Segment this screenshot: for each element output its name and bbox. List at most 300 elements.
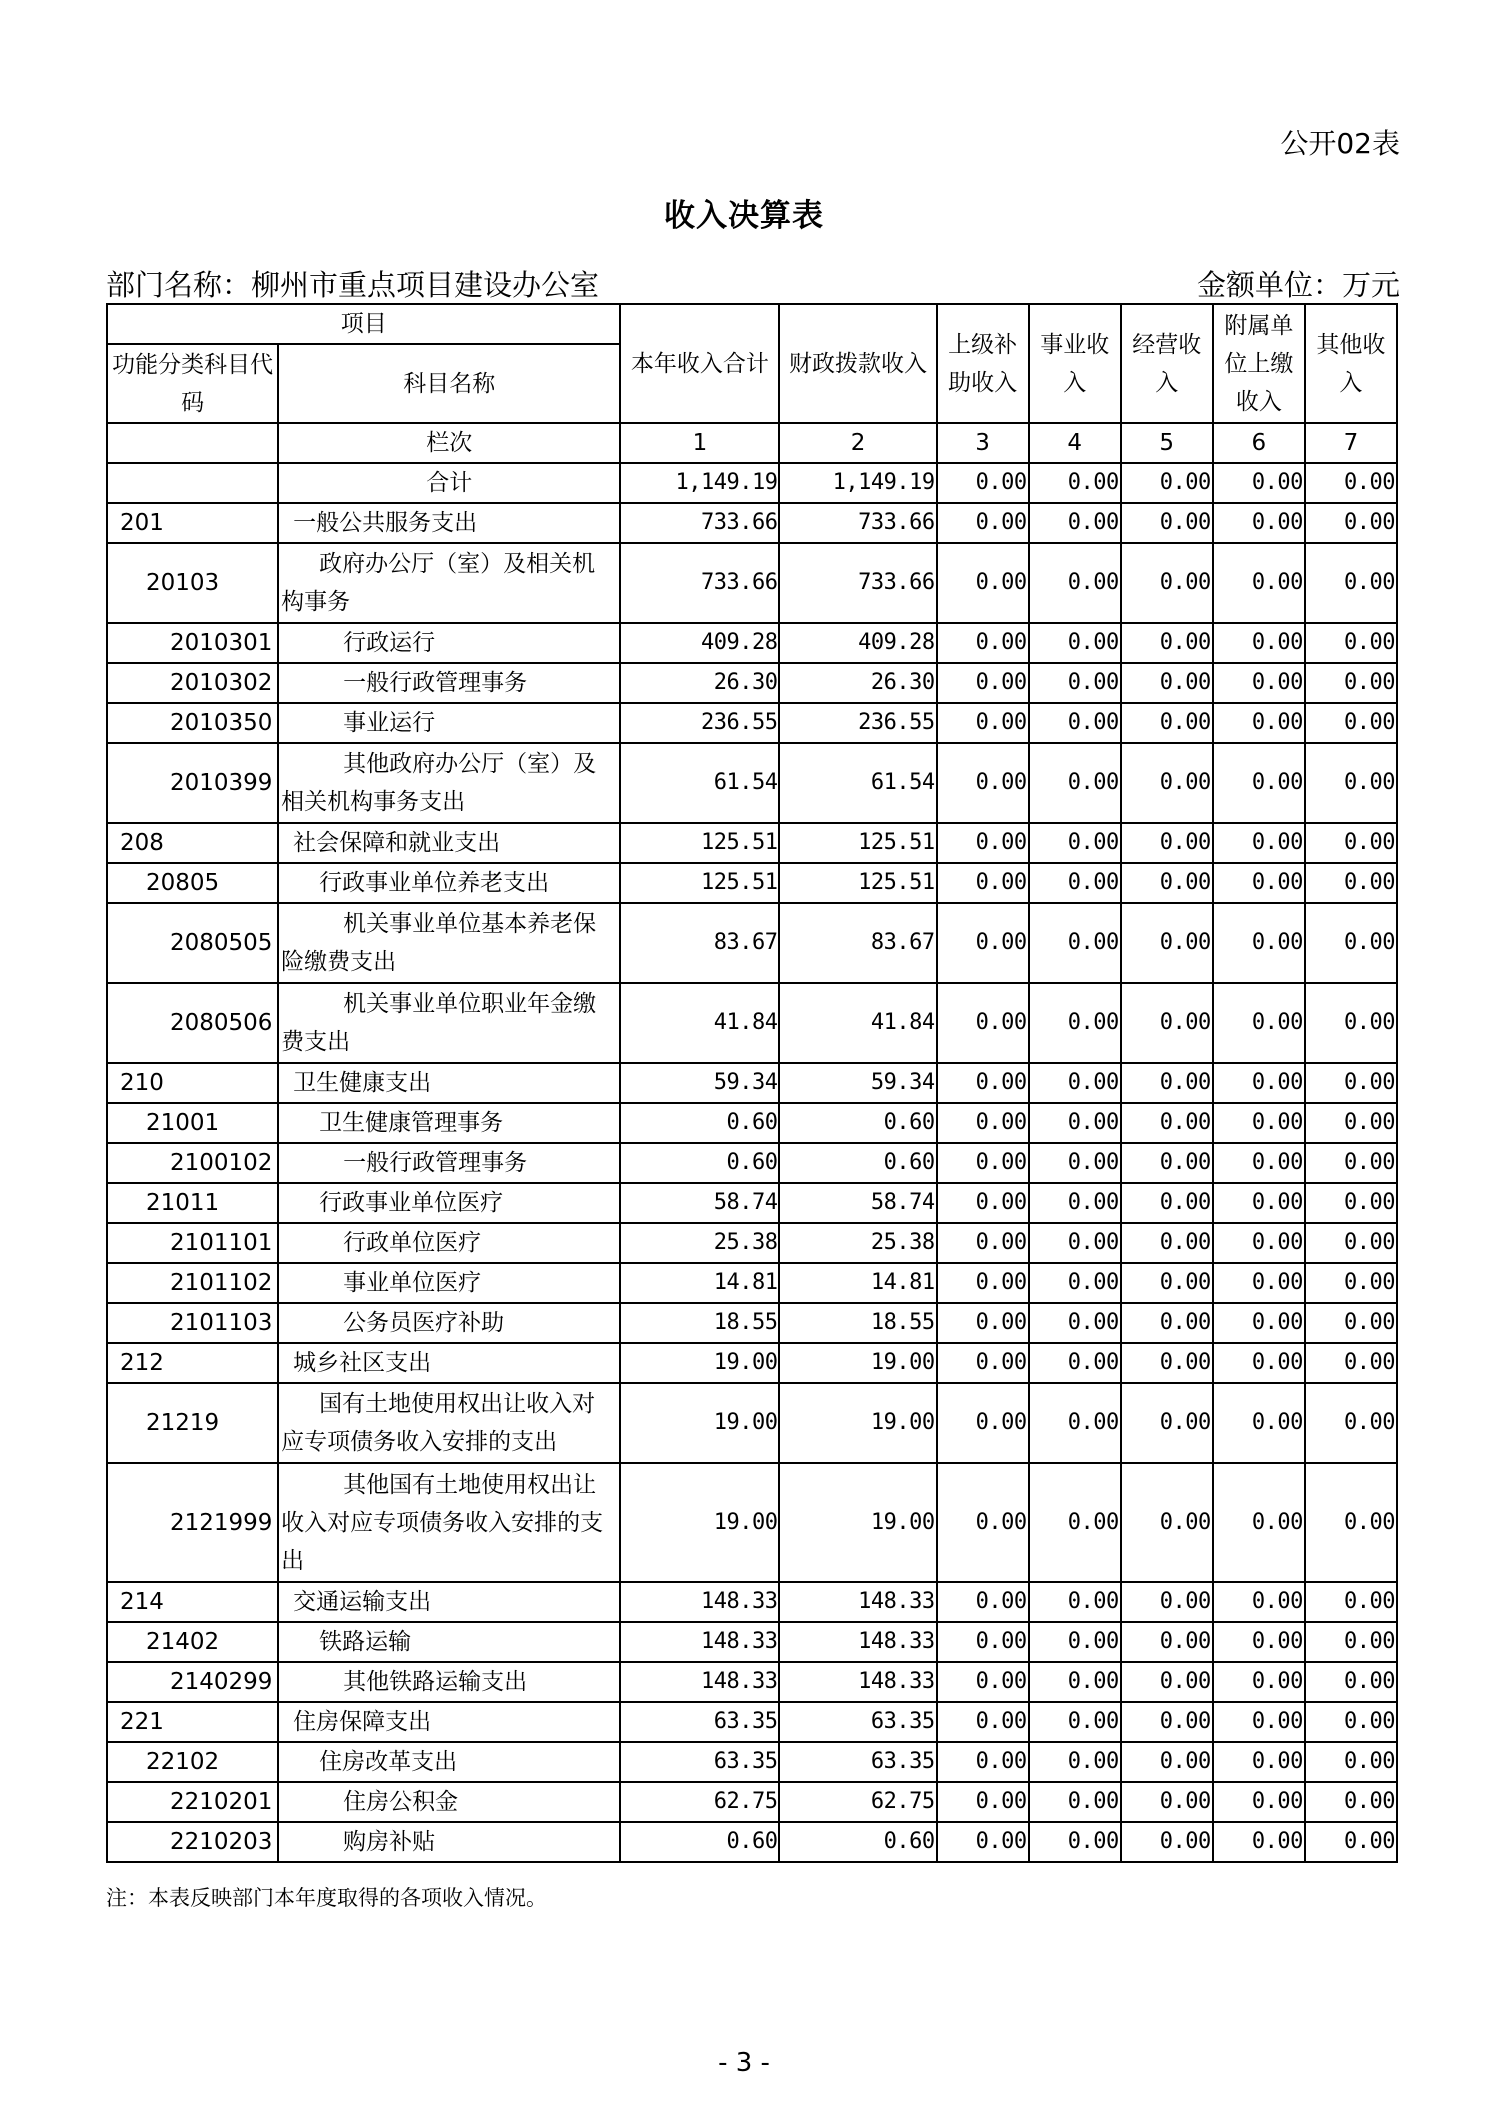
subject-name: 购房补贴 <box>278 1822 620 1862</box>
amount-cell: 0.00 <box>1121 1822 1213 1862</box>
amount-cell: 0.00 <box>1213 1143 1305 1183</box>
amount-cell: 0.00 <box>1213 1343 1305 1383</box>
department-name: 部门名称：柳州市重点项目建设办公室 <box>106 268 600 302</box>
amount-cell: 0.00 <box>1029 663 1121 703</box>
amount-cell: 63.35 <box>620 1702 779 1742</box>
amount-cell: 0.00 <box>937 1822 1029 1862</box>
col-number: 3 <box>937 423 1029 463</box>
subject-name: 行政运行 <box>278 623 620 663</box>
amount-cell: 0.00 <box>1121 623 1213 663</box>
subject-code: 2140299 <box>107 1662 278 1702</box>
table-row <box>107 903 1397 983</box>
header-col-fiscal: 财政拨款收入 <box>779 304 936 423</box>
amount-cell: 0.00 <box>1029 503 1121 543</box>
amount-cell: 0.00 <box>937 503 1029 543</box>
income-table <box>106 303 1398 1863</box>
amount-cell: 148.33 <box>779 1582 936 1622</box>
subject-code: 2210203 <box>107 1822 278 1862</box>
col-number: 4 <box>1029 423 1121 463</box>
col-number: 2 <box>779 423 936 463</box>
amount-cell: 0.00 <box>1029 1183 1121 1223</box>
amount-cell: 0.00 <box>1029 1143 1121 1183</box>
amount-cell: 0.00 <box>1305 1343 1397 1383</box>
table-row <box>107 983 1397 1063</box>
amount-cell: 0.00 <box>1121 1183 1213 1223</box>
subject-name: 住房改革支出 <box>278 1742 620 1782</box>
amount-cell: 0.00 <box>1121 1223 1213 1263</box>
amount-cell: 0.00 <box>937 663 1029 703</box>
amount-cell: 0.00 <box>1213 543 1305 623</box>
amount-cell: 0.00 <box>1121 1063 1213 1103</box>
amount-cell: 0.00 <box>937 1463 1029 1582</box>
amount-cell: 0.00 <box>1029 1662 1121 1702</box>
amount-cell: 0.00 <box>937 1183 1029 1223</box>
header-name: 科目名称 <box>278 344 620 423</box>
amount-cell: 0.60 <box>779 1143 936 1183</box>
amount-cell: 0.00 <box>937 1742 1029 1782</box>
amount-cell: 0.00 <box>1213 743 1305 823</box>
amount-cell: 25.38 <box>779 1223 936 1263</box>
subject-name: 其他国有土地使用权出让收入对应专项债务收入安排的支出 <box>278 1463 620 1582</box>
amount-cell: 733.66 <box>620 503 779 543</box>
amount-cell: 0.60 <box>620 1103 779 1143</box>
table-row <box>107 1223 1397 1263</box>
amount-cell: 0.00 <box>937 983 1029 1063</box>
amount-cell: 0.00 <box>937 623 1029 663</box>
amount-cell: 0.00 <box>937 1103 1029 1143</box>
amount-cell: 0.00 <box>1213 1782 1305 1822</box>
amount-cell: 148.33 <box>620 1622 779 1662</box>
table-row <box>107 863 1397 903</box>
subject-code: 2101101 <box>107 1223 278 1263</box>
table-row <box>107 823 1397 863</box>
amount-cell: 0.00 <box>937 743 1029 823</box>
amount-cell: 18.55 <box>779 1303 936 1343</box>
subject-name: 其他铁路运输支出 <box>278 1662 620 1702</box>
table-row <box>107 1263 1397 1303</box>
header-col-business: 事业收入 <box>1029 304 1121 423</box>
table-row <box>107 703 1397 743</box>
amount-cell: 0.00 <box>1305 1143 1397 1183</box>
col-number: 6 <box>1213 423 1305 463</box>
subject-name: 行政单位医疗 <box>278 1223 620 1263</box>
amount-cell: 63.35 <box>779 1742 936 1782</box>
subject-name: 行政事业单位医疗 <box>278 1183 620 1223</box>
page-number: - 3 - <box>718 2048 770 2078</box>
amount-cell: 62.75 <box>620 1782 779 1822</box>
amount-cell: 0.00 <box>1213 503 1305 543</box>
subject-code: 22102 <box>107 1742 278 1782</box>
amount-cell: 0.00 <box>1213 1223 1305 1263</box>
amount-cell: 409.28 <box>620 623 779 663</box>
amount-cell: 733.66 <box>779 543 936 623</box>
subject-name: 铁路运输 <box>278 1622 620 1662</box>
subject-name: 卫生健康支出 <box>278 1063 620 1103</box>
amount-cell: 0.00 <box>937 823 1029 863</box>
amount-cell: 733.66 <box>779 503 936 543</box>
amount-cell: 0.00 <box>1121 663 1213 703</box>
amount-cell: 26.30 <box>779 663 936 703</box>
row-label: 栏次 <box>278 423 620 463</box>
amount-cell: 125.51 <box>620 863 779 903</box>
amount-cell: 0.00 <box>1305 823 1397 863</box>
total-value: 0.00 <box>1213 463 1305 503</box>
amount-cell: 0.00 <box>1029 1822 1121 1862</box>
amount-cell: 409.28 <box>779 623 936 663</box>
amount-cell: 63.35 <box>620 1742 779 1782</box>
amount-cell: 0.00 <box>1029 623 1121 663</box>
table-row <box>107 1063 1397 1103</box>
table-row <box>107 1183 1397 1223</box>
amount-cell: 59.34 <box>779 1063 936 1103</box>
amount-cell: 0.00 <box>1213 1662 1305 1702</box>
header-col-other: 其他收入 <box>1305 304 1397 423</box>
subject-code: 208 <box>107 823 278 863</box>
amount-cell: 0.00 <box>1305 1782 1397 1822</box>
col-number: 7 <box>1305 423 1397 463</box>
amount-cell: 0.00 <box>1305 903 1397 983</box>
amount-cell: 83.67 <box>779 903 936 983</box>
amount-cell: 0.00 <box>1305 703 1397 743</box>
subject-code: 21402 <box>107 1622 278 1662</box>
amount-cell: 0.00 <box>1305 1622 1397 1662</box>
amount-cell: 0.00 <box>1305 863 1397 903</box>
amount-cell: 0.00 <box>937 903 1029 983</box>
amount-cell: 0.00 <box>1121 543 1213 623</box>
subject-name: 事业单位医疗 <box>278 1263 620 1303</box>
amount-cell: 0.00 <box>1305 503 1397 543</box>
amount-cell: 0.00 <box>1029 1103 1121 1143</box>
amount-cell: 0.00 <box>1121 823 1213 863</box>
table-row <box>107 663 1397 703</box>
amount-cell: 0.00 <box>1305 623 1397 663</box>
total-value: 1,149.19 <box>779 463 936 503</box>
amount-cell: 0.00 <box>1121 1143 1213 1183</box>
header-code: 功能分类科目代码 <box>107 344 278 423</box>
amount-cell: 0.00 <box>1213 1463 1305 1582</box>
amount-cell: 0.00 <box>1213 1622 1305 1662</box>
amount-cell: 0.00 <box>1305 1303 1397 1343</box>
amount-cell: 0.00 <box>937 1782 1029 1822</box>
total-value: 1,149.19 <box>620 463 779 503</box>
subject-code: 20103 <box>107 543 278 623</box>
subject-code: 20805 <box>107 863 278 903</box>
subject-code: 2010301 <box>107 623 278 663</box>
table-row <box>107 1463 1397 1582</box>
subject-name: 交通运输支出 <box>278 1582 620 1622</box>
amount-cell: 148.33 <box>620 1662 779 1702</box>
amount-cell: 19.00 <box>779 1463 936 1582</box>
table-row <box>107 1622 1397 1662</box>
amount-cell: 19.00 <box>620 1343 779 1383</box>
amount-cell: 0.00 <box>1029 1742 1121 1782</box>
amount-cell: 0.00 <box>937 1622 1029 1662</box>
subject-code: 21219 <box>107 1383 278 1463</box>
amount-cell: 0.00 <box>1121 1742 1213 1782</box>
column-number-row <box>107 423 1397 463</box>
amount-cell: 0.00 <box>937 1383 1029 1463</box>
amount-cell: 0.00 <box>937 1223 1029 1263</box>
amount-cell: 0.00 <box>937 1343 1029 1383</box>
col-number: 5 <box>1121 423 1213 463</box>
amount-cell: 0.00 <box>1121 903 1213 983</box>
amount-cell: 0.00 <box>1213 1822 1305 1862</box>
table-row <box>107 1303 1397 1343</box>
amount-cell: 0.00 <box>1121 1103 1213 1143</box>
subject-code: 221 <box>107 1702 278 1742</box>
subject-code: 2121999 <box>107 1463 278 1582</box>
subject-name: 社会保障和就业支出 <box>278 823 620 863</box>
subject-code: 2100102 <box>107 1143 278 1183</box>
subject-code: 2210201 <box>107 1782 278 1822</box>
subject-name: 住房保障支出 <box>278 1702 620 1742</box>
amount-cell: 19.00 <box>620 1463 779 1582</box>
subject-code: 2101103 <box>107 1303 278 1343</box>
subject-code: 2080506 <box>107 983 278 1063</box>
amount-cell: 0.00 <box>1213 903 1305 983</box>
amount-cell: 148.33 <box>779 1662 936 1702</box>
amount-cell: 0.00 <box>1305 1662 1397 1702</box>
amount-cell: 19.00 <box>779 1343 936 1383</box>
table-row <box>107 503 1397 543</box>
subject-name: 公务员医疗补助 <box>278 1303 620 1343</box>
amount-cell: 0.00 <box>1213 823 1305 863</box>
table-row <box>107 623 1397 663</box>
subject-name: 一般公共服务支出 <box>278 503 620 543</box>
amount-cell: 0.00 <box>1213 1063 1305 1103</box>
header-item: 项目 <box>107 304 620 344</box>
subject-name: 事业运行 <box>278 703 620 743</box>
amount-cell: 19.00 <box>779 1383 936 1463</box>
amount-cell: 0.00 <box>1213 983 1305 1063</box>
amount-cell: 0.00 <box>937 863 1029 903</box>
amount-cell: 0.00 <box>1305 1463 1397 1582</box>
amount-cell: 0.00 <box>1305 983 1397 1063</box>
total-row <box>107 463 1397 503</box>
amount-cell: 0.00 <box>937 543 1029 623</box>
amount-cell: 0.00 <box>1121 1702 1213 1742</box>
table-row <box>107 1582 1397 1622</box>
table-row <box>107 1742 1397 1782</box>
amount-cell: 125.51 <box>779 823 936 863</box>
total-value: 0.00 <box>1305 463 1397 503</box>
amount-cell: 0.00 <box>1029 1303 1121 1343</box>
amount-cell: 733.66 <box>620 543 779 623</box>
amount-cell: 0.00 <box>937 1662 1029 1702</box>
total-value: 0.00 <box>1121 463 1213 503</box>
table-row <box>107 1343 1397 1383</box>
subject-name: 行政事业单位养老支出 <box>278 863 620 903</box>
amount-cell: 0.00 <box>1029 863 1121 903</box>
amount-cell: 0.00 <box>1305 1103 1397 1143</box>
amount-cell: 0.00 <box>1213 1263 1305 1303</box>
amount-cell: 0.00 <box>1305 1702 1397 1742</box>
amount-cell: 26.30 <box>620 663 779 703</box>
amount-cell: 0.00 <box>937 703 1029 743</box>
total-value: 0.00 <box>1029 463 1121 503</box>
amount-cell: 0.00 <box>1029 1782 1121 1822</box>
amount-cell: 236.55 <box>620 703 779 743</box>
subject-name: 国有土地使用权出让收入对应专项债务收入安排的支出 <box>278 1383 620 1463</box>
amount-cell: 83.67 <box>620 903 779 983</box>
table-row <box>107 1662 1397 1702</box>
amount-cell: 0.00 <box>1029 983 1121 1063</box>
amount-cell: 0.00 <box>1121 983 1213 1063</box>
amount-cell: 0.00 <box>1121 1782 1213 1822</box>
table-row <box>107 1782 1397 1822</box>
amount-cell: 0.00 <box>1213 623 1305 663</box>
amount-cell: 62.75 <box>779 1782 936 1822</box>
amount-cell: 14.81 <box>779 1263 936 1303</box>
amount-cell: 125.51 <box>620 823 779 863</box>
amount-cell: 0.00 <box>1213 1183 1305 1223</box>
subject-name: 政府办公厅（室）及相关机构事务 <box>278 543 620 623</box>
amount-cell: 0.00 <box>1121 703 1213 743</box>
header-row-1 <box>107 304 1397 344</box>
amount-cell: 0.00 <box>1213 1103 1305 1143</box>
amount-cell: 0.00 <box>1029 903 1121 983</box>
amount-cell: 0.00 <box>937 1143 1029 1183</box>
subject-name: 卫生健康管理事务 <box>278 1103 620 1143</box>
table-row <box>107 1143 1397 1183</box>
subject-code: 21001 <box>107 1103 278 1143</box>
amount-cell: 0.00 <box>1029 1702 1121 1742</box>
table-row <box>107 1702 1397 1742</box>
amount-cell: 0.00 <box>1121 1582 1213 1622</box>
amount-cell: 0.00 <box>1029 1582 1121 1622</box>
amount-cell: 0.00 <box>1213 1582 1305 1622</box>
subject-code: 2010399 <box>107 743 278 823</box>
amount-cell: 0.00 <box>937 1702 1029 1742</box>
amount-cell: 0.00 <box>1305 1582 1397 1622</box>
amount-cell: 58.74 <box>620 1183 779 1223</box>
total-label: 合计 <box>278 463 620 503</box>
subject-name: 住房公积金 <box>278 1782 620 1822</box>
total-value: 0.00 <box>937 463 1029 503</box>
amount-cell: 0.00 <box>1121 1263 1213 1303</box>
amount-cell: 19.00 <box>620 1383 779 1463</box>
amount-cell: 0.00 <box>1121 1303 1213 1343</box>
amount-cell: 0.60 <box>779 1822 936 1862</box>
amount-cell: 0.00 <box>1213 1303 1305 1343</box>
amount-cell: 0.00 <box>1305 663 1397 703</box>
table-row <box>107 1822 1397 1862</box>
amount-cell: 18.55 <box>620 1303 779 1343</box>
amount-cell: 61.54 <box>779 743 936 823</box>
amount-cell: 0.00 <box>1029 1463 1121 1582</box>
amount-cell: 148.33 <box>779 1622 936 1662</box>
header-col-operating: 经营收入 <box>1121 304 1213 423</box>
amount-cell: 0.00 <box>1305 543 1397 623</box>
subject-code: 214 <box>107 1582 278 1622</box>
col-number: 1 <box>620 423 779 463</box>
amount-cell: 236.55 <box>779 703 936 743</box>
amount-cell: 0.00 <box>937 1263 1029 1303</box>
header-col-superior: 上级补助收入 <box>937 304 1029 423</box>
subject-code: 21011 <box>107 1183 278 1223</box>
amount-cell: 0.00 <box>1029 1223 1121 1263</box>
amount-cell: 0.00 <box>1029 1263 1121 1303</box>
amount-cell: 0.00 <box>1121 743 1213 823</box>
subject-name: 城乡社区支出 <box>278 1343 620 1383</box>
amount-cell: 0.00 <box>1213 863 1305 903</box>
subject-code: 2101102 <box>107 1263 278 1303</box>
amount-cell: 63.35 <box>779 1702 936 1742</box>
amount-cell: 0.00 <box>1121 1463 1213 1582</box>
table-row <box>107 743 1397 823</box>
header-col-total: 本年收入合计 <box>620 304 779 423</box>
subject-code: 212 <box>107 1343 278 1383</box>
amount-cell: 41.84 <box>779 983 936 1063</box>
amount-cell: 59.34 <box>620 1063 779 1103</box>
amount-cell: 0.00 <box>1305 1383 1397 1463</box>
amount-cell: 0.00 <box>1213 663 1305 703</box>
amount-cell: 0.00 <box>937 1303 1029 1343</box>
amount-cell: 58.74 <box>779 1183 936 1223</box>
subject-code: 201 <box>107 503 278 543</box>
amount-cell: 0.00 <box>1305 743 1397 823</box>
amount-cell: 148.33 <box>620 1582 779 1622</box>
subject-name: 一般行政管理事务 <box>278 663 620 703</box>
amount-cell: 0.00 <box>1305 1742 1397 1782</box>
amount-cell: 0.00 <box>1213 703 1305 743</box>
amount-cell: 0.00 <box>1121 1343 1213 1383</box>
subject-name: 机关事业单位基本养老保险缴费支出 <box>278 903 620 983</box>
amount-cell: 0.00 <box>1121 863 1213 903</box>
amount-cell: 0.00 <box>1029 1383 1121 1463</box>
subject-name: 机关事业单位职业年金缴费支出 <box>278 983 620 1063</box>
table-row <box>107 1383 1397 1463</box>
table-row <box>107 543 1397 623</box>
amount-cell: 0.00 <box>1305 1063 1397 1103</box>
amount-cell: 0.00 <box>937 1582 1029 1622</box>
amount-cell: 14.81 <box>620 1263 779 1303</box>
amount-cell: 0.60 <box>620 1822 779 1862</box>
table-row <box>107 1103 1397 1143</box>
amount-cell: 0.00 <box>1029 1622 1121 1662</box>
form-number: 公开02表 <box>1280 127 1400 160</box>
amount-cell: 0.00 <box>1305 1263 1397 1303</box>
subject-code: 210 <box>107 1063 278 1103</box>
amount-cell: 0.60 <box>779 1103 936 1143</box>
amount-cell: 0.00 <box>1029 1343 1121 1383</box>
amount-cell: 0.00 <box>1213 1742 1305 1782</box>
subject-name: 一般行政管理事务 <box>278 1143 620 1183</box>
amount-cell: 0.00 <box>1305 1183 1397 1223</box>
table-note: 注：本表反映部门本年度取得的各项收入情况。 <box>106 1886 547 1910</box>
header-col-affiliated: 附属单位上缴收入 <box>1213 304 1305 423</box>
amount-cell: 125.51 <box>779 863 936 903</box>
amount-cell: 0.00 <box>1213 1702 1305 1742</box>
amount-unit: 金额单位：万元 <box>1196 268 1400 302</box>
amount-cell: 0.00 <box>1121 1383 1213 1463</box>
amount-cell: 0.00 <box>1029 703 1121 743</box>
amount-cell: 0.00 <box>1305 1223 1397 1263</box>
amount-cell: 25.38 <box>620 1223 779 1263</box>
subject-code: 2080505 <box>107 903 278 983</box>
amount-cell: 0.00 <box>1305 1822 1397 1862</box>
amount-cell: 0.00 <box>937 1063 1029 1103</box>
amount-cell: 0.00 <box>1121 1662 1213 1702</box>
amount-cell: 0.00 <box>1029 743 1121 823</box>
page-title: 收入决算表 <box>664 198 824 234</box>
amount-cell: 41.84 <box>620 983 779 1063</box>
amount-cell: 61.54 <box>620 743 779 823</box>
amount-cell: 0.00 <box>1213 1383 1305 1463</box>
subject-code: 2010302 <box>107 663 278 703</box>
amount-cell: 0.00 <box>1029 1063 1121 1103</box>
amount-cell: 0.00 <box>1121 1622 1213 1662</box>
